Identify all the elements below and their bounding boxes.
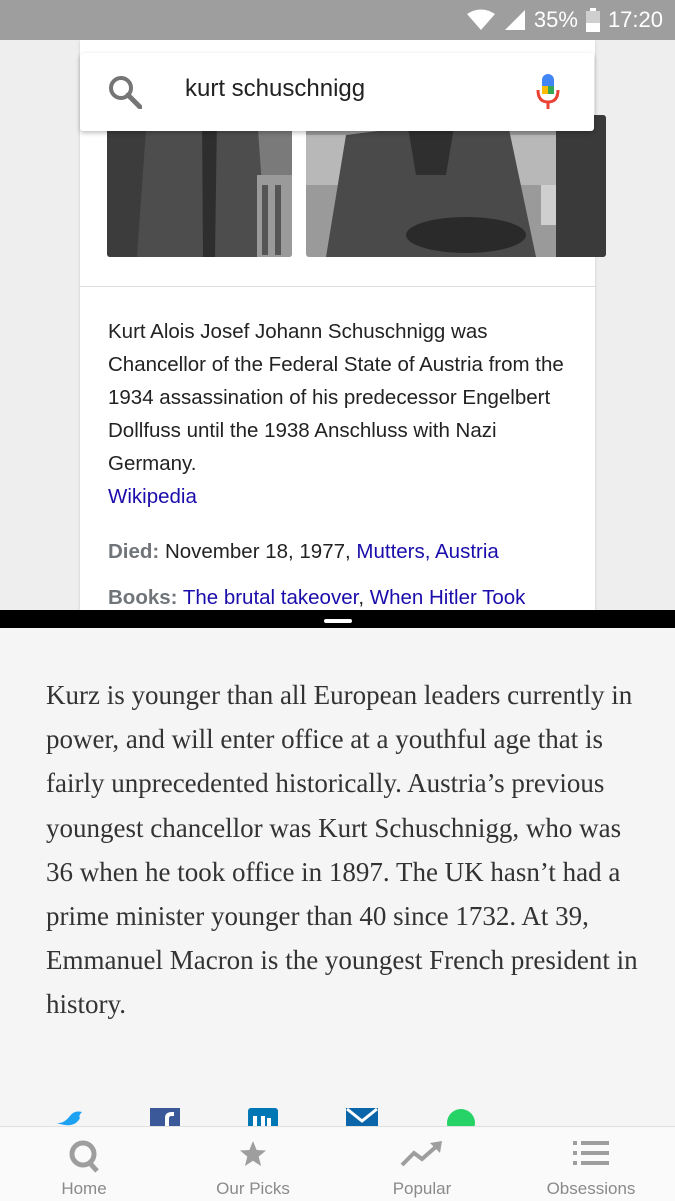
portrait-photo-1[interactable] xyxy=(107,115,292,257)
facebook-icon[interactable] xyxy=(150,1108,180,1126)
linkedin-icon[interactable] xyxy=(248,1108,278,1126)
trending-icon xyxy=(400,1139,444,1173)
nav-popular-label: Popular xyxy=(392,1179,452,1198)
split-drag-handle[interactable] xyxy=(324,619,352,623)
search-results-pane[interactable] xyxy=(0,40,675,610)
knowledge-summary xyxy=(108,315,578,513)
whatsapp-icon[interactable] xyxy=(446,1108,476,1126)
nav-obsessions-label: Obsessions xyxy=(546,1179,636,1198)
fact-died xyxy=(108,540,499,564)
died-value: November 18, 1977, xyxy=(164,540,357,563)
nav-our-picks-label: Our Picks xyxy=(216,1179,290,1198)
list-icon xyxy=(573,1139,609,1173)
died-label: Died: xyxy=(108,540,160,563)
article-pane[interactable] xyxy=(0,628,675,1126)
books-label: Books: xyxy=(108,586,178,609)
battery-percent: 35% xyxy=(533,7,578,32)
status-bar xyxy=(0,0,675,40)
books-separator: , xyxy=(358,586,370,609)
email-icon[interactable] xyxy=(346,1108,378,1126)
mic-icon[interactable] xyxy=(536,73,560,116)
nav-home[interactable] xyxy=(0,1127,168,1201)
bottom-nav xyxy=(0,1126,675,1201)
fact-books xyxy=(108,586,525,610)
search-icon[interactable] xyxy=(108,75,142,114)
book-link-2[interactable]: When Hitler Took xyxy=(369,586,526,609)
panel-divider xyxy=(80,286,595,287)
died-place-link[interactable]: Mutters, Austria xyxy=(356,540,499,563)
nav-our-picks[interactable] xyxy=(169,1127,337,1201)
portrait-photo-2[interactable] xyxy=(306,115,606,257)
book-link-1[interactable]: The brutal takeover xyxy=(182,586,359,609)
wikipedia-link[interactable]: Wikipedia xyxy=(108,485,197,508)
battery-icon xyxy=(586,8,600,32)
nav-popular[interactable] xyxy=(338,1127,506,1201)
clock: 17:20 xyxy=(607,7,663,32)
search-bar[interactable] xyxy=(80,53,594,131)
twitter-icon[interactable] xyxy=(52,1108,84,1126)
search-input[interactable]: kurt schuschnigg xyxy=(185,75,366,102)
article-paragraph: Kurz is younger than all European leaders currently in power, and will enter office at a youthful age that is fairly unprecedented historically. Austria’s previous youngest chancellor was Kurt Schuschnigg, who was 36 when he took office in 1897. The UK hasn’t had a prime minister younger than 40 since 1732. At 39, Emmanuel Macron is the youngest French president in history. xyxy=(46,680,638,1020)
status-icons xyxy=(466,0,663,40)
q-logo-icon xyxy=(68,1139,100,1173)
summary-text: Kurt Alois Josef Johann Schuschnigg was Chancellor of the Federal State of Austria from the 1934 assassination of his predecessor Engelbert Dollfuss until the 1938 Anschluss with Nazi Germany. xyxy=(108,320,564,475)
signal-icon xyxy=(504,9,526,31)
nav-home-label: Home xyxy=(61,1179,107,1198)
wifi-icon xyxy=(466,9,496,31)
nav-obsessions[interactable] xyxy=(507,1127,675,1201)
star-icon xyxy=(238,1139,268,1173)
